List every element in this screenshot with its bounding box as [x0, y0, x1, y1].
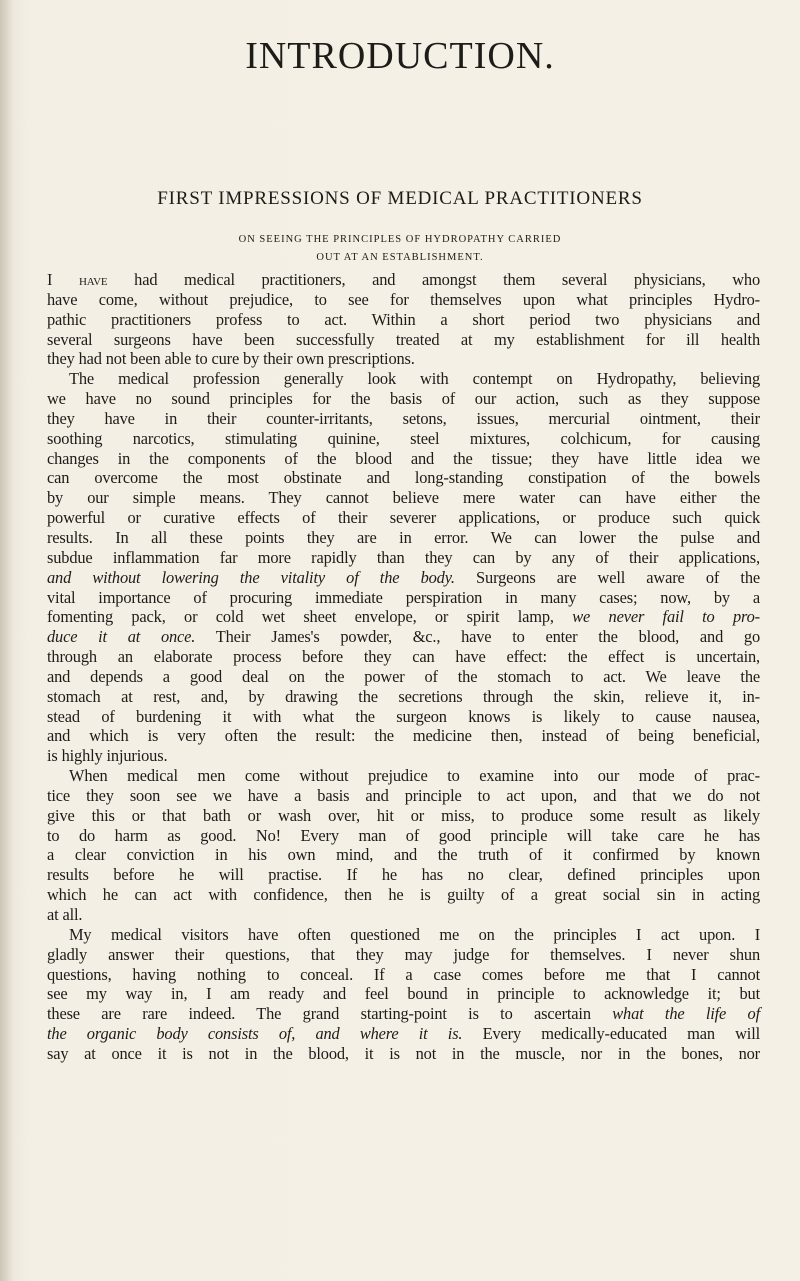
text-line — [47, 627, 760, 647]
text-line — [47, 945, 760, 965]
text-line — [47, 588, 760, 608]
line-text: at all. — [47, 905, 83, 924]
italic-phrase: duce it at once. — [47, 627, 196, 647]
text-line — [47, 687, 760, 707]
line-text: which he can act with confidence, then he is guilty of a great social sin in acting — [47, 885, 760, 905]
line-text: give this or that bath or wash over, hit or miss, to produce some result as likely — [47, 805, 760, 825]
text-line — [47, 290, 760, 310]
line-text: say at once it is not in the blood, it is not in the muscle, nor in the bones, nor — [47, 1043, 760, 1063]
line-text: results before he will practise. If he has no clear, defined principles upon — [47, 865, 760, 885]
line-text: we have no sound principles for the basis of our action, such as they suppose — [47, 389, 760, 409]
text-line — [47, 905, 760, 925]
text-line — [47, 885, 760, 905]
line-text: they have in their counter-irritants, setons, issues, mercurial ointment, their — [47, 408, 760, 428]
line-text: pathic practitioners profess to act. Within a short period two physicians and — [47, 309, 760, 329]
line-text: results. In all these points they are in error. We can lower the pulse and — [47, 527, 760, 547]
text-line — [47, 746, 760, 766]
line-text: a clear conviction in his own mind, and the truth of it confirmed by known — [47, 845, 760, 865]
text-line — [47, 965, 760, 985]
line-text: gladly answer their questions, that they may judge for themselves. I never shun — [47, 944, 760, 964]
line-text: tice they soon see we have a basis and principle to act upon, and that we do not — [47, 785, 760, 805]
text-line — [47, 369, 760, 389]
text-line — [47, 528, 760, 548]
italic-phrase: what the life of — [612, 1004, 761, 1024]
text-line — [47, 568, 760, 588]
line-text: powerful or curative effects of their severer applications, or produce such quick — [47, 508, 760, 528]
text-line — [47, 508, 760, 528]
text-line — [47, 468, 760, 488]
line-text: The medical profession generally look with contempt on Hydropathy, believing — [69, 369, 760, 389]
line-text: and which is very often the result: the medicine then, instead of being beneficial, — [47, 726, 760, 746]
line-text: questions, having nothing to conceal. If a case comes before me that I cannot — [47, 964, 760, 984]
line-text: Surgeons are well aware of the — [454, 567, 760, 587]
line-text: several surgeons have been successfully treated at my establishment for ill health — [47, 329, 760, 349]
line-text: fomenting pack, or cold wet sheet envelope, or spirit lamp, — [47, 607, 573, 627]
line-text: had medical practitioners, and amongst them several physicians, who — [107, 270, 760, 289]
running-title: INTRODUCTION. — [245, 35, 555, 77]
line-text: Every medically-educated man will — [462, 1024, 761, 1044]
text-line — [47, 786, 760, 806]
italic-phrase: we never fail to pro- — [572, 607, 760, 627]
line-text: When medical men come without prejudice to examine into our mode of prac- — [69, 766, 760, 786]
line-text: stomach at rest, and, by drawing the secretions through the skin, relieve it, in- — [47, 686, 760, 706]
text-line — [47, 548, 760, 568]
text-line — [47, 726, 760, 746]
subtitle-line: OUT AT AN ESTABLISHMENT. — [316, 252, 484, 263]
line-text: these are rare indeed. The grand starting-point is to ascertain — [47, 1004, 613, 1024]
line-text: is highly injurious. — [47, 746, 168, 766]
text-line — [47, 984, 760, 1004]
line-text: can overcome the most obstinate and long-standing constipation of the bowels — [47, 468, 760, 488]
line-text: they had not been able to cure by their own prescriptions. — [47, 349, 415, 369]
text-line — [47, 667, 760, 687]
body-text — [47, 270, 760, 1064]
chapter-title: FIRST IMPRESSIONS OF MEDICAL PRACTITIONERS — [157, 188, 643, 209]
text-line — [47, 330, 760, 350]
subtitle-line: ON SEEING THE PRINCIPLES OF HYDROPATHY CARRIED — [238, 234, 562, 245]
text-line — [47, 488, 760, 508]
line-text: to do harm as good. No! Every man of good principle will take care he has — [47, 825, 760, 845]
text-line — [47, 845, 760, 865]
line-text: have come, without prejudice, to see for themselves upon what principles Hydro- — [47, 289, 760, 309]
line-text: My medical visitors have often questioned me on the principles I act upon. I — [69, 924, 760, 944]
text-line — [47, 925, 760, 945]
chapter-subtitle — [0, 231, 800, 267]
line-text: see my way in, I am ready and feel bound in principle to acknowledge it; but — [47, 984, 760, 1004]
text-line — [47, 865, 760, 885]
line-text: vital importance of procuring immediate perspiration in many cases; now, by a — [47, 587, 760, 607]
text-line — [47, 647, 760, 667]
text-line — [47, 409, 760, 429]
text-line — [47, 349, 760, 369]
italic-phrase: the organic body consists of, and where it is. — [47, 1024, 463, 1044]
line-text: subdue inflammation far more rapidly than they can by any of their applications, — [47, 547, 760, 567]
text-line — [47, 1024, 760, 1044]
text-line — [47, 766, 760, 786]
line-text: and depends a good deal on the power of the stomach to act. We leave the — [47, 666, 760, 686]
text-line — [47, 449, 760, 469]
text-line — [47, 826, 760, 846]
text-line — [47, 806, 760, 826]
text-line — [47, 707, 760, 727]
text-line — [47, 1004, 760, 1024]
text-line — [47, 270, 760, 290]
text-line — [47, 607, 760, 627]
text-line — [47, 429, 760, 449]
line-text: soothing narcotics, stimulating quinine, steel mixtures, colchicum, for causing — [47, 428, 760, 448]
line-text: by our simple means. They cannot believe mere water can have either the — [47, 488, 760, 508]
opening-words: I have — [47, 270, 108, 289]
line-text: through an elaborate process before they can have effect: the effect is uncertain, — [47, 647, 760, 667]
italic-phrase: and without lowering the vitality of the body. — [47, 567, 455, 587]
text-line — [47, 389, 760, 409]
line-text: stead of burdening it with what the surgeon knows is likely to cause nausea, — [47, 706, 760, 726]
text-line — [47, 1044, 760, 1064]
text-line — [47, 310, 760, 330]
line-text: Their James's powder, &c., have to enter the blood, and go — [195, 627, 760, 647]
line-text: changes in the components of the blood and the tissue; they have little idea we — [47, 448, 760, 468]
